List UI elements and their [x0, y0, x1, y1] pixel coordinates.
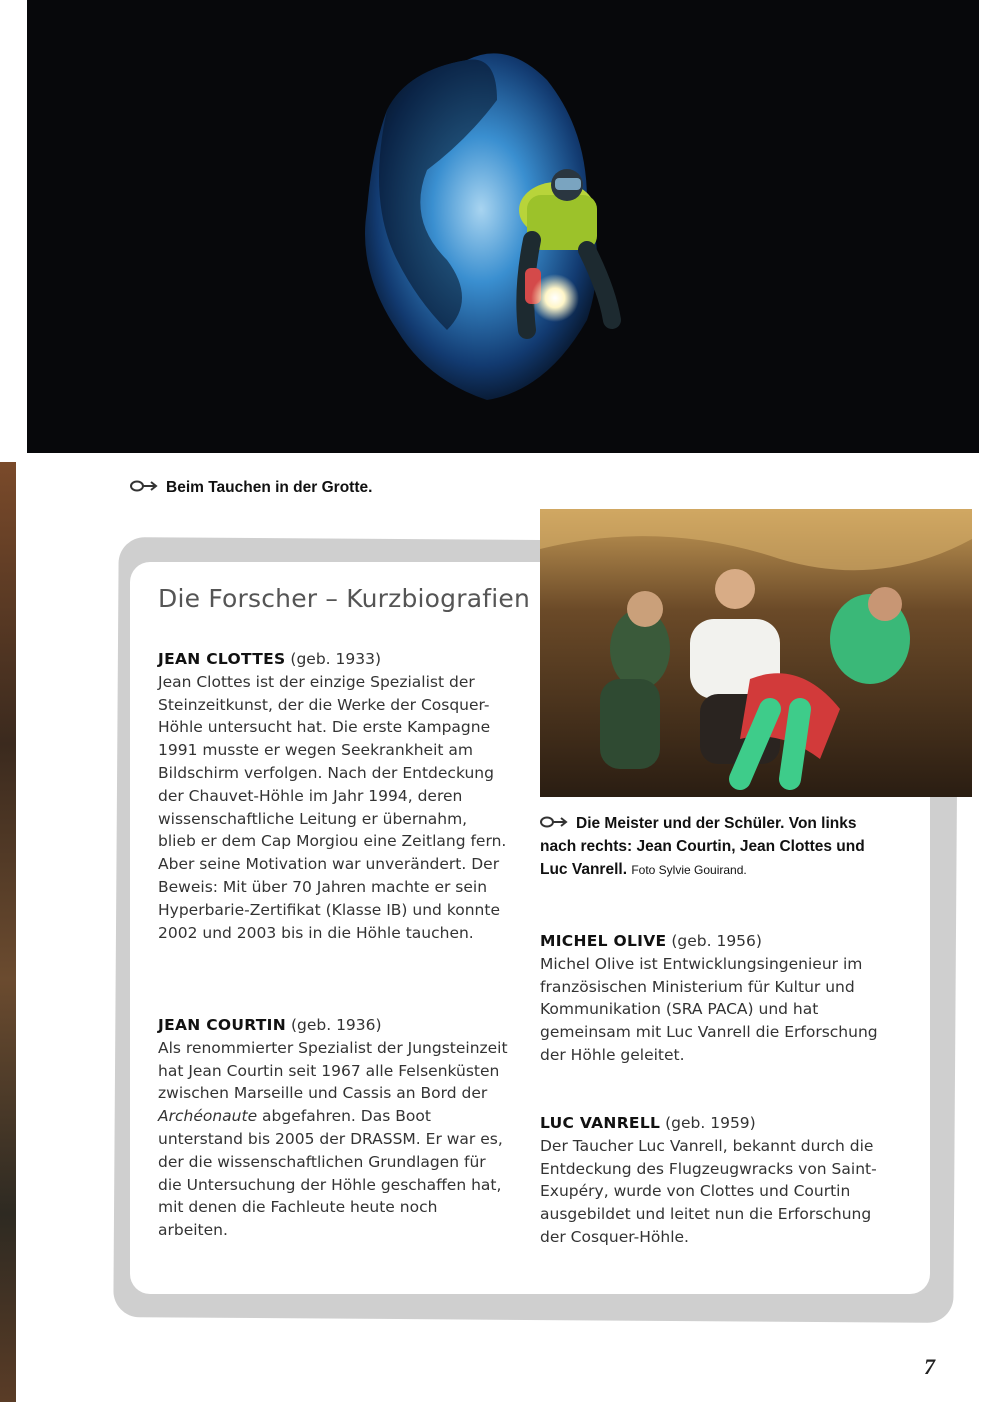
bio-born: (geb. 1956): [671, 932, 762, 950]
caption-top-text: Beim Tauchen in der Grotte.: [166, 479, 373, 496]
page-number: 7: [924, 1354, 935, 1379]
bio-born: (geb. 1959): [665, 1114, 756, 1132]
bio-name: LUC VANRELL: [540, 1114, 661, 1132]
bio-name: MICHEL OLIVE: [540, 932, 667, 950]
bio-text-cont: abgefahren. Das Boot unterstand bis 2005 der DRASSM. Er war es, der die wissenschaftlichen Grundlagen für die Untersuchung der Höhle geschaffen hat, mit denen die Fachleute heute noch arbeiten.: [158, 1107, 503, 1240]
bio-michel-olive: [540, 930, 900, 1067]
researchers-photo: [540, 509, 972, 797]
bio-text: Als renommierter Spezialist der Jungsteinzeit hat Jean Courtin seit 1967 alle Felsenküsten zwischen Marseille und Cassis an Bord der: [158, 1038, 508, 1103]
boat-name: Archéonaute: [158, 1107, 258, 1126]
bio-text: Jean Clottes ist der einzige Spezialist der Steinzeitkunst, der die Werke der Cosquer-Höhle untersucht hat. Die erste Kampagne 1991 musste er wegen Seekrankheit am Bildschirm verfolgen. Nach der Entdeckung der Chauvet-Höhle im Jahr 1994, deren wissenschaftliche Leitung er übernahm, blieb er dem Cap Morgiou eine Zeitlang fern. Aber seine Motivation war unverändert. Der Beweis: Mit über 70 Jahren machte er sein Hyperbarie-Zertifikat (Klasse IB) und konnte 2002 und 2003 bis in die Höhle tauchen.: [158, 672, 507, 942]
photo-caption-top: [130, 476, 372, 499]
photo-credit: Foto Sylvie Gouirand.: [631, 863, 747, 878]
bio-born: (geb. 1936): [290, 1016, 382, 1034]
bio-jean-courtin: [158, 1014, 508, 1242]
bio-luc-vanrell: [540, 1112, 880, 1249]
bio-name: JEAN CLOTTES: [158, 650, 286, 668]
bio-jean-clottes: [158, 648, 508, 944]
bio-born: (geb. 1933): [290, 650, 381, 668]
photo-caption-cave: [540, 812, 880, 882]
section-heading: Die Forscher – Kurzbiografien: [158, 584, 530, 613]
adjacent-page-edge: [0, 462, 16, 1402]
bio-text: Der Taucher Luc Vanrell, bekannt durch die Entdeckung des Flugzeugwracks von Saint-Exupéry, wurde von Clottes und Courtin ausgebildet und leitet nun die Erforschung der Cosquer-Höhle.: [540, 1136, 877, 1246]
bio-name: JEAN COURTIN: [158, 1016, 287, 1034]
diving-photo: [27, 0, 979, 453]
arrow-pointer-icon: [130, 476, 158, 499]
bio-text: Michel Olive ist Entwicklungsingenieur im französischen Ministerium für Kultur und Kommunikation (SRA PACA) und hat gemeinsam mit Luc Vanrell die Erforschung der Höhle geleitet.: [540, 954, 878, 1064]
arrow-pointer-icon: [540, 812, 568, 835]
caption-cave-text: Die Meister und der Schüler. Von links nach rechts: Jean Courtin, Jean Clottes und Luc Vanrell.: [540, 815, 865, 879]
